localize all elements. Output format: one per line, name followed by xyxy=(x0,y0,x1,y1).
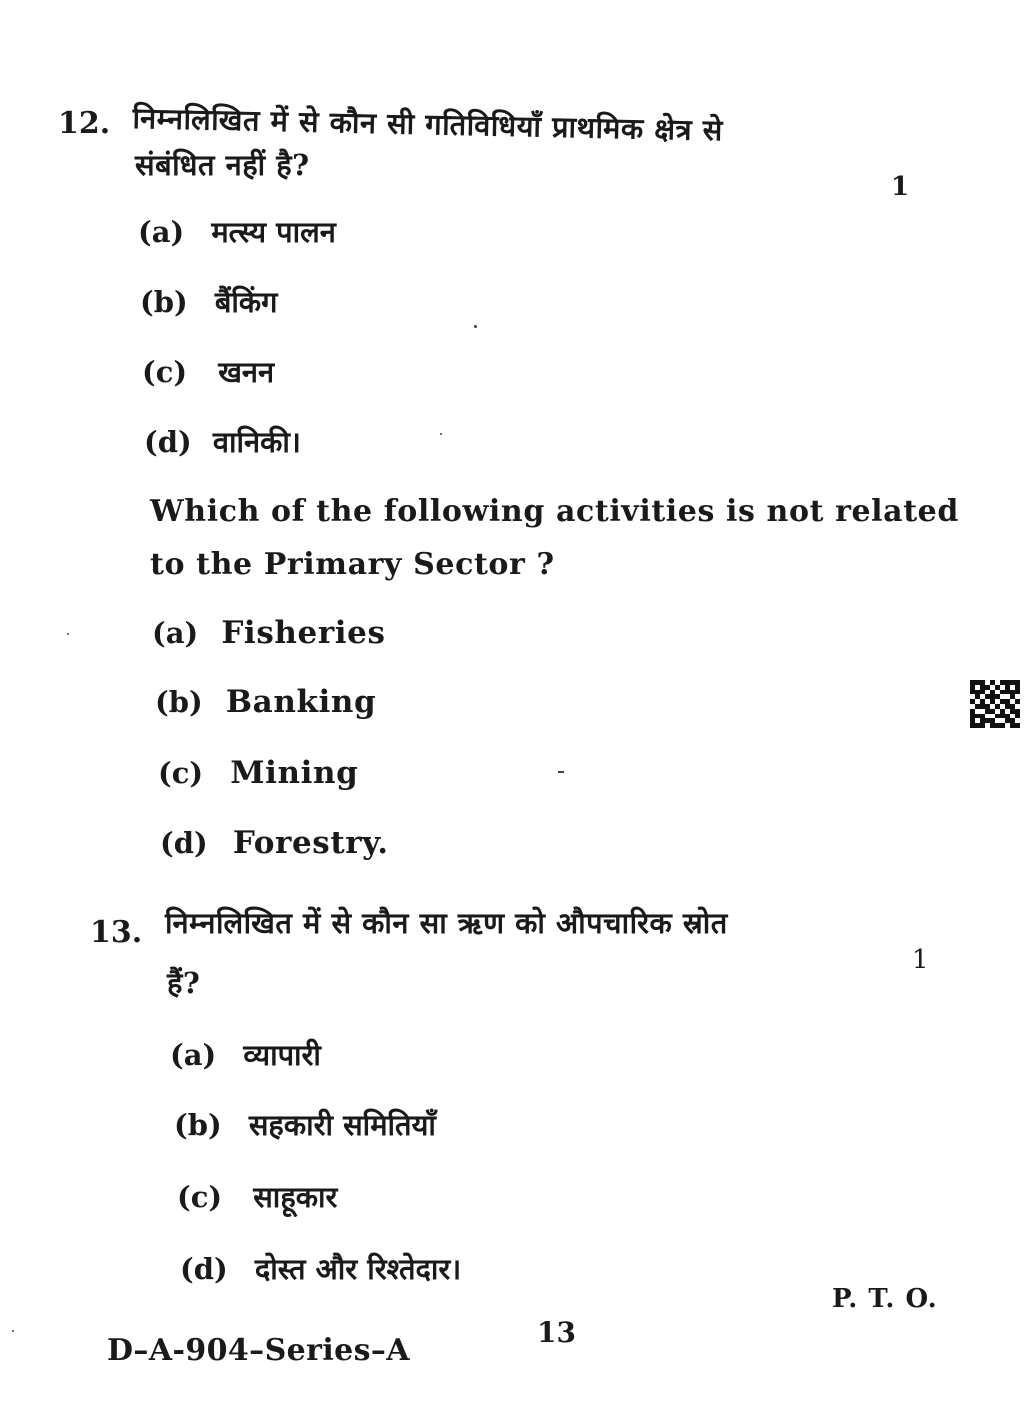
option-text: Forestry. xyxy=(232,825,389,861)
option-label: (a) xyxy=(152,616,199,650)
q12-hindi-option-c xyxy=(142,352,274,391)
question-12-marks: 1 xyxy=(891,172,910,202)
option-label: (c) xyxy=(177,1180,223,1214)
question-13-hindi-line1: निम्नलिखित में से कौन सा ऋण को औपचारिक स्रोत xyxy=(165,906,728,940)
paper-code: D–A-904–Series–A xyxy=(107,1333,410,1368)
option-label: (c) xyxy=(158,756,204,790)
q13-hindi-option-c xyxy=(177,1177,337,1216)
scan-speck xyxy=(474,325,477,328)
option-text: सहकारी समितियाँ xyxy=(248,1108,436,1142)
option-label: (c) xyxy=(142,355,188,389)
option-label: (a) xyxy=(170,1038,217,1072)
q13-hindi-option-b xyxy=(174,1105,436,1144)
option-text: खनन xyxy=(218,355,275,389)
q13-hindi-option-a xyxy=(170,1035,321,1074)
option-text: साहूकार xyxy=(253,1180,338,1214)
q12-hindi-option-a xyxy=(138,212,336,251)
option-label: (b) xyxy=(140,285,188,319)
scan-speck xyxy=(558,771,564,773)
question-12-english-line1: Which of the following activities is not related xyxy=(150,494,959,529)
option-text: व्यापारी xyxy=(243,1038,321,1072)
option-label: (a) xyxy=(138,215,185,249)
question-13-marks: 1 xyxy=(912,945,929,975)
option-text: Banking xyxy=(225,684,377,720)
option-text: वानिकी। xyxy=(212,425,301,459)
option-label: (b) xyxy=(155,685,203,719)
question-12-hindi-line1: निम्नलिखित में से कौन सी गतिविधियाँ प्राथमिक क्षेत्र से xyxy=(132,100,724,148)
scan-speck xyxy=(12,1330,14,1332)
option-text: दोस्त और रिश्तेदार। xyxy=(254,1252,462,1286)
qr-code xyxy=(970,680,1020,728)
question-13-hindi-line2: हैं? xyxy=(167,966,201,1000)
question-12-number: 12. xyxy=(58,106,111,141)
option-label: (b) xyxy=(174,1108,222,1142)
scan-speck xyxy=(440,433,442,435)
q12-hindi-option-b xyxy=(140,282,278,321)
option-text: मत्स्य पालन xyxy=(211,215,336,249)
option-text: Fisheries xyxy=(221,615,386,651)
option-label: (d) xyxy=(144,425,192,459)
q12-hindi-option-d xyxy=(144,422,301,461)
scan-speck xyxy=(67,633,69,635)
option-label: (d) xyxy=(160,826,208,860)
question-13-number: 13. xyxy=(90,915,143,950)
question-12-hindi-line2: संबंधित नहीं है? xyxy=(135,148,310,182)
question-12-english-line2: to the Primary Sector ? xyxy=(150,547,555,582)
q12-english-option-d xyxy=(160,825,389,861)
pto-text: P. T. O. xyxy=(832,1284,938,1314)
q12-english-option-a xyxy=(152,615,386,651)
option-label: (d) xyxy=(180,1252,228,1286)
option-text: बैंकिंग xyxy=(214,285,278,319)
option-text: Mining xyxy=(230,755,359,791)
q12-english-option-b xyxy=(155,684,376,720)
page-number: 13 xyxy=(537,1316,576,1349)
q13-hindi-option-d xyxy=(180,1249,461,1288)
q12-english-option-c xyxy=(158,755,358,791)
